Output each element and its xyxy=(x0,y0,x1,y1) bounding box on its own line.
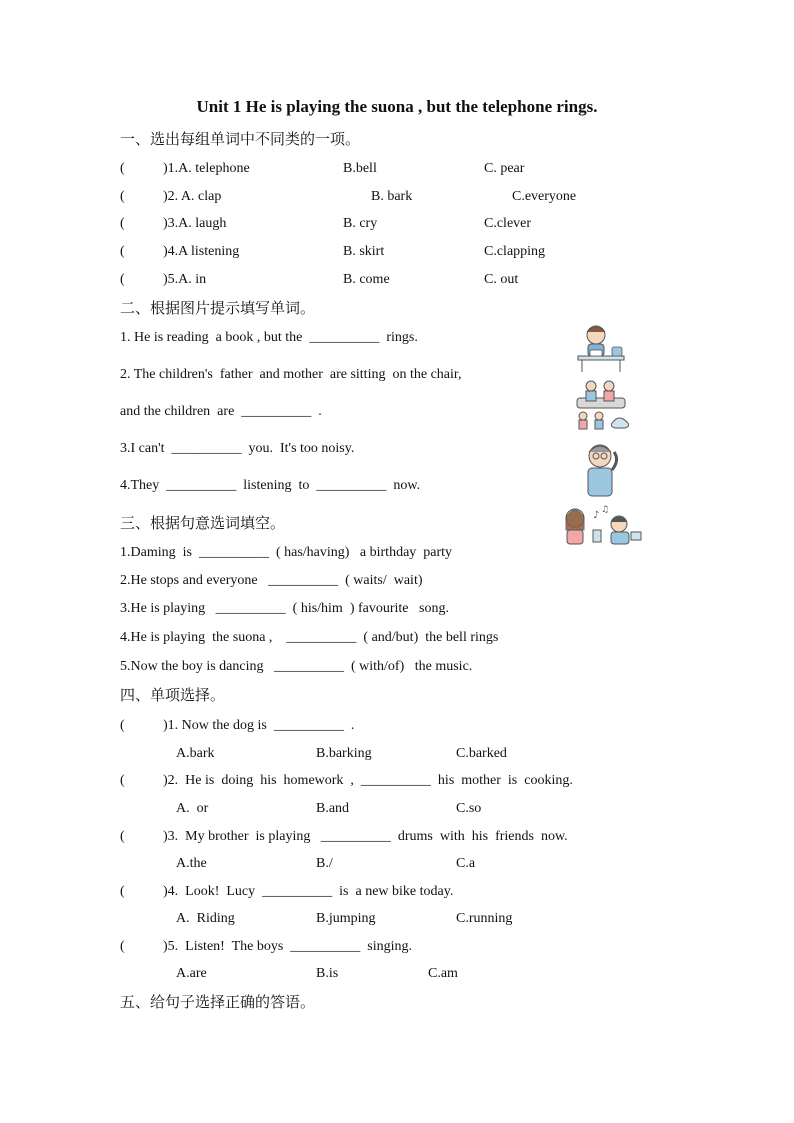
question-option-a: )3.A. laugh xyxy=(163,216,227,231)
question-option-a: )2. A. clap xyxy=(163,189,222,204)
svg-text:♪: ♪ xyxy=(593,510,600,521)
answer-paren: ( xyxy=(120,939,125,954)
choice-option-a: A. or xyxy=(176,801,209,816)
fill-in-sentence: 2. The children's father and mother are sitting on the chair, xyxy=(120,367,462,382)
question-option-c: C. out xyxy=(484,272,519,287)
fill-in-sentence: 4.They __________ listening to __________ now. xyxy=(120,478,421,493)
choice-option-b: B.and xyxy=(316,801,350,816)
choice-option-c: C.a xyxy=(456,856,476,871)
choice-option-b: B.barking xyxy=(316,746,372,761)
choose-word-sentence: 3.He is playing __________ ( his/him ) favourite song. xyxy=(120,601,449,616)
choice-option-a: A.are xyxy=(176,966,207,981)
choice-option-c: C.barked xyxy=(456,746,507,761)
question-option-b: B.bell xyxy=(343,161,377,176)
question-option-a: )1.A. telephone xyxy=(163,161,250,176)
choice-question: )1. Now the dog is __________ . xyxy=(163,718,355,733)
answer-paren: ( xyxy=(120,216,125,231)
answer-paren: ( xyxy=(120,829,125,844)
choose-word-sentence: 4.He is playing the suona , __________ ( and/but) the bell rings xyxy=(120,630,499,645)
choose-word-sentence: 5.Now the boy is dancing __________ ( with/of) the music. xyxy=(120,659,473,674)
man-covering-ears-picture xyxy=(576,440,626,498)
choice-question: )4. Look! Lucy __________ is a new bike today. xyxy=(163,884,454,899)
answer-paren: ( xyxy=(120,244,125,259)
section-3-heading: 三、根据句意选词填空。 xyxy=(120,514,286,532)
page-title: Unit 1 He is playing the suona , but the telephone rings. xyxy=(196,97,598,116)
choice-option-a: A.the xyxy=(176,856,207,871)
question-option-c: C.everyone xyxy=(512,189,577,204)
question-option-c: C. pear xyxy=(484,161,525,176)
question-option-b: B. cry xyxy=(343,216,378,231)
children-music-picture xyxy=(561,504,643,548)
family-sitting-picture xyxy=(569,378,633,436)
choice-option-b: B.is xyxy=(316,966,339,981)
choice-question: )2. He is doing his homework , __________ his mother is cooking. xyxy=(163,773,573,788)
question-option-c: C.clapping xyxy=(484,244,546,259)
svg-text:♫: ♫ xyxy=(601,505,610,515)
fill-in-sentence: 1. He is reading a book , but the __________ rings. xyxy=(120,330,418,345)
section-1-heading: 一、选出每组单词中不同类的一项。 xyxy=(120,130,361,148)
question-option-a: )5.A. in xyxy=(163,272,207,287)
answer-paren: ( xyxy=(120,189,125,204)
question-option-b: B. come xyxy=(343,272,390,287)
question-option-b: B. skirt xyxy=(343,244,385,259)
question-option-a: )4.A listening xyxy=(163,244,240,259)
answer-paren: ( xyxy=(120,718,125,733)
choose-word-sentence: 2.He stops and everyone __________ ( waits/ wait) xyxy=(120,573,423,588)
answer-paren: ( xyxy=(120,161,125,176)
question-option-c: C.clever xyxy=(484,216,532,231)
choice-option-c: C.am xyxy=(428,966,458,981)
choice-question: )3. My brother is playing __________ drums with his friends now. xyxy=(163,829,568,844)
choice-option-b: B.jumping xyxy=(316,911,376,926)
choice-option-c: C.running xyxy=(456,911,513,926)
question-option-b: B. bark xyxy=(371,189,413,204)
choice-question: )5. Listen! The boys __________ singing. xyxy=(163,939,413,954)
choice-option-a: A. Riding xyxy=(176,911,235,926)
choice-option-c: C.so xyxy=(456,801,482,816)
section-5-heading: 五、给句子选择正确的答语。 xyxy=(120,993,316,1011)
choice-option-a: A.bark xyxy=(176,746,215,761)
fill-in-sentence: and the children are __________ . xyxy=(120,404,322,419)
answer-paren: ( xyxy=(120,884,125,899)
choice-option-b: B./ xyxy=(316,856,333,871)
boy-reading-picture xyxy=(574,320,628,374)
section-2-heading: 二、根据图片提示填写单词。 xyxy=(120,299,316,317)
answer-paren: ( xyxy=(120,773,125,788)
section-4-heading: 四、单项选择。 xyxy=(120,686,226,704)
answer-paren: ( xyxy=(120,272,125,287)
choose-word-sentence: 1.Daming is __________ ( has/having) a birthday party xyxy=(120,545,453,560)
fill-in-sentence: 3.I can't __________ you. It's too noisy. xyxy=(120,441,355,456)
